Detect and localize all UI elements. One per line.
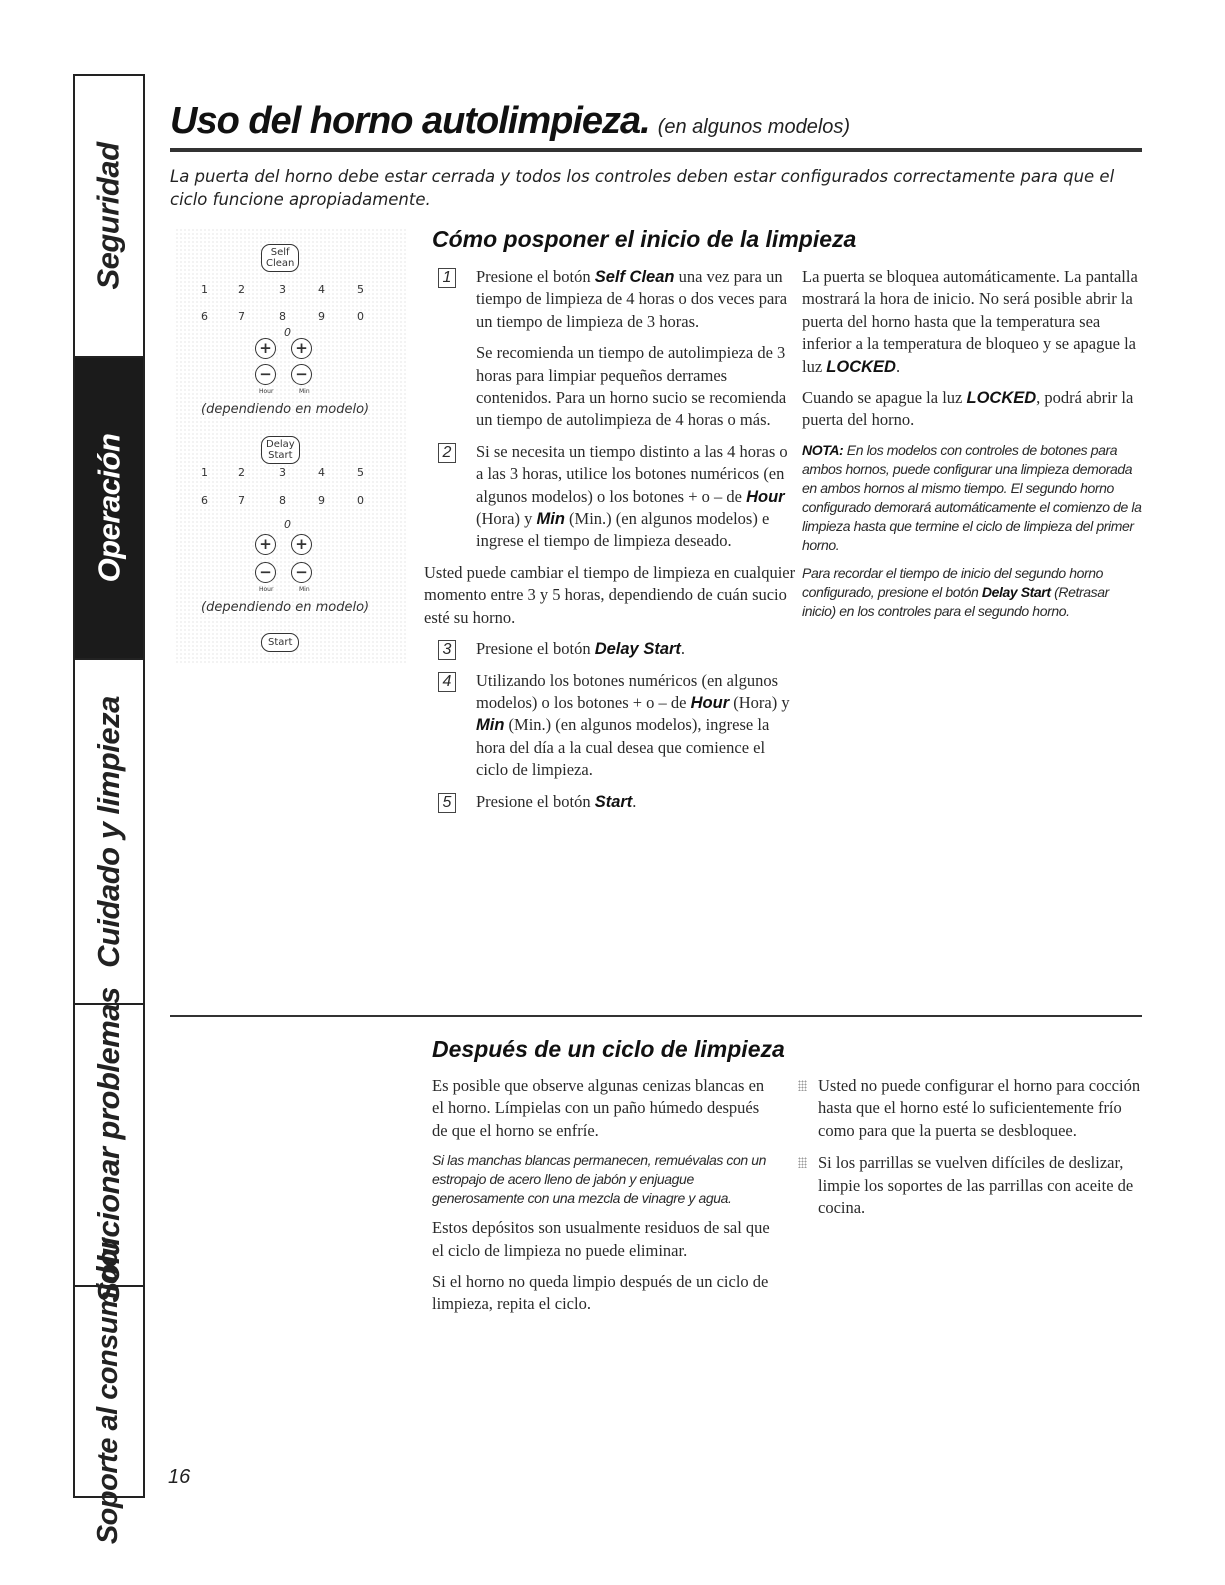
step-text: Presione el botón bbox=[476, 639, 595, 659]
list-item bbox=[798, 1152, 1143, 1219]
model-note: (dependiendo en modelo) bbox=[201, 402, 370, 417]
bullet-text: Usted no puede configurar el horno para cocción hasta que el horno esté lo suficientemente frío como para que la puerta se desbloquee. bbox=[818, 1076, 1141, 1140]
list-item bbox=[798, 1075, 1143, 1142]
self-clean-term: Self Clean bbox=[594, 268, 675, 286]
digit: 6 bbox=[201, 494, 208, 507]
digit: 7 bbox=[238, 494, 245, 507]
section-rule bbox=[170, 1015, 1142, 1017]
step-text: . bbox=[680, 639, 686, 659]
min-label: Min bbox=[299, 388, 310, 395]
digit: 8 bbox=[279, 494, 286, 507]
digit: 4 bbox=[318, 466, 325, 479]
note2-text: (Retrasar inicio) en los controles para el segundo horno. bbox=[802, 583, 1109, 619]
nota-label: NOTA: bbox=[802, 441, 844, 458]
tab-label: Solucionar problemas bbox=[91, 987, 127, 1303]
step-text: Presione el botón bbox=[476, 267, 595, 286]
step-recommendation: Se recomienda un tiempo de autolimpieza de 3 horas para limpiar pequeños derrames contenidos. Para un horno sucio se recomienda un tiempo de autolimpieza de 4 horas o más. bbox=[476, 343, 787, 430]
page-title: Uso del horno autolimpieza. bbox=[170, 100, 650, 142]
step-number: 2 bbox=[438, 443, 456, 463]
min-label: Min bbox=[299, 586, 310, 593]
zero-label: 0 bbox=[284, 518, 291, 531]
page-number: 16 bbox=[168, 1466, 191, 1488]
self-clean-button bbox=[261, 244, 299, 272]
step-text: Utilizando los botones numéricos (en algunos modelos) o los botones + o – de bbox=[476, 670, 778, 712]
lock-text: La puerta se bloquea automáticamente. La pantalla mostrará la hora de inicio. No será posible abrir la puerta del horno hasta que la temperatura sea inferior a la temperatura de bloqueo y se apague la luz bbox=[802, 267, 1138, 376]
delay-start-term: Delay Start bbox=[981, 583, 1051, 600]
tab-operacion[interactable] bbox=[75, 358, 143, 660]
digit: 0 bbox=[357, 310, 364, 323]
intro-text: La puerta del horno debe estar cerrada y todos los controles deben estar configurados correctamente para que el ciclo funcione apropiadamente. bbox=[170, 167, 1115, 209]
tab-soporte-al-consumidor[interactable] bbox=[75, 1238, 143, 1545]
start-term: Start bbox=[594, 792, 633, 811]
bullet-icon bbox=[798, 1080, 807, 1091]
step-3 bbox=[424, 638, 796, 660]
step-number: 5 bbox=[438, 793, 456, 813]
delay-start-button bbox=[261, 436, 300, 464]
bullet-icon bbox=[798, 1157, 807, 1168]
model-note: (dependiendo en modelo) bbox=[201, 600, 370, 615]
tab-cuidado-y-limpieza[interactable] bbox=[75, 660, 143, 1005]
control-panel-illustration bbox=[175, 228, 407, 664]
step-text: (Hora) y bbox=[729, 692, 790, 712]
tab-seguridad[interactable] bbox=[75, 76, 143, 358]
after-section-title: Después de un ciclo de limpieza bbox=[432, 1036, 785, 1062]
stain-note: Si las manchas blancas permanecen, remuévalas con un estropajo de acero lleno de jabón y enjuague generosamente con una mezcla de vinagre y agua. bbox=[432, 1152, 767, 1207]
step-text: . bbox=[632, 791, 637, 811]
minus-hour-icon: − bbox=[255, 364, 276, 385]
repeat-text: Si el horno no queda limpio después de un ciclo de limpieza, repita el ciclo. bbox=[432, 1272, 769, 1314]
minus-hour-icon: − bbox=[255, 562, 276, 583]
self-clean-label-2: Clean bbox=[266, 258, 295, 269]
minus-min-icon: − bbox=[291, 364, 312, 385]
header-rule bbox=[170, 148, 1142, 152]
tab-label: Cuidado y limpieza bbox=[91, 695, 126, 968]
self-clean-label-1: Self bbox=[270, 247, 290, 258]
delay-steps-column bbox=[424, 266, 796, 822]
digit: 5 bbox=[357, 466, 364, 479]
salt-text: Estos depósitos son usualmente residuos de sal que el ciclo de limpieza no puede eliminar. bbox=[432, 1218, 770, 1260]
step-text: una vez para un tiempo de limpieza de 4 horas o dos veces para un tiempo de limpieza de 3 horas. bbox=[476, 267, 788, 331]
after-left-column bbox=[432, 1075, 777, 1325]
step-number: 4 bbox=[438, 672, 456, 692]
unlock-text: Cuando se apague la luz bbox=[802, 388, 967, 408]
digit: 0 bbox=[357, 494, 364, 507]
digit: 4 bbox=[318, 283, 325, 296]
digit: 3 bbox=[279, 283, 286, 296]
change-time-text: Usted puede cambiar el tiempo de limpieza en cualquier momento entre 3 y 5 horas, dependiendo de cuán sucio esté su horno. bbox=[424, 562, 796, 627]
plus-hour-icon: + bbox=[255, 338, 276, 359]
plus-min-icon: + bbox=[291, 534, 312, 555]
nota-text: En los modelos con controles de botones para ambos hornos, puede configurar una limpieza demorada en ambos hornos al mismo tiempo. El segundo horno configurado demorará automáticamente el comienzo de la limpieza hasta que termine el ciclo de limpieza del primer horno. bbox=[802, 441, 1142, 553]
step-2 bbox=[424, 441, 796, 553]
digit: 5 bbox=[357, 283, 364, 296]
tab-label: Seguridad bbox=[91, 142, 126, 290]
minus-min-icon: − bbox=[291, 562, 312, 583]
after-right-column bbox=[798, 1075, 1143, 1229]
digit: 2 bbox=[238, 283, 245, 296]
step-1 bbox=[424, 266, 796, 432]
section-sidebar bbox=[73, 74, 145, 1545]
zero-label: 0 bbox=[284, 326, 291, 339]
plus-hour-icon: + bbox=[255, 534, 276, 555]
note2-text: Para recordar el tiempo de inicio del segundo horno configurado, presione el botón bbox=[802, 564, 1104, 600]
tab-label: Operación bbox=[91, 433, 127, 583]
step-text: (Min.) (en algunos modelos) e ingrese el tiempo de limpieza deseado. bbox=[476, 509, 770, 551]
hour-term: Hour bbox=[690, 693, 730, 712]
hour-term: Hour bbox=[746, 487, 785, 506]
delay-section-title: Cómo posponer el inicio de la limpieza bbox=[432, 226, 857, 252]
page-header bbox=[170, 100, 850, 143]
digit: 1 bbox=[201, 466, 208, 479]
step-text: (Min.) (en algunos modelos), ingrese la hora del día a la cual desea que comience el ciclo de limpieza. bbox=[476, 715, 770, 780]
digit: 6 bbox=[201, 310, 208, 323]
digit: 9 bbox=[318, 310, 325, 323]
hour-label: Hour bbox=[259, 586, 274, 593]
step-5 bbox=[424, 791, 796, 813]
page-subtitle: (en algunos modelos) bbox=[657, 116, 851, 138]
delay-start-label-1: Delay bbox=[266, 439, 295, 450]
digit: 8 bbox=[279, 310, 286, 323]
min-term: Min bbox=[476, 716, 505, 735]
plus-min-icon: + bbox=[291, 338, 312, 359]
locked-term: LOCKED bbox=[826, 357, 896, 376]
digit: 7 bbox=[238, 310, 245, 323]
delay-right-column bbox=[802, 266, 1142, 630]
step-text: Presione el botón bbox=[476, 791, 595, 811]
lock-text: . bbox=[895, 356, 901, 376]
locked-term: LOCKED bbox=[966, 389, 1037, 408]
step-text: (Hora) y bbox=[476, 509, 537, 529]
digit: 1 bbox=[201, 283, 208, 296]
digit: 2 bbox=[238, 466, 245, 479]
step-4 bbox=[424, 670, 796, 782]
hour-label: Hour bbox=[259, 388, 274, 395]
step-text: Si se necesita un tiempo distinto a las 4 horas o a las 3 horas, utilice los botones numéricos (en algunos modelos) o los botones + o – de bbox=[476, 441, 788, 506]
start-button: Start bbox=[261, 633, 299, 652]
digit: 9 bbox=[318, 494, 325, 507]
digit: 3 bbox=[279, 466, 286, 479]
step-number: 3 bbox=[438, 640, 456, 660]
ash-text: Es posible que observe algunas cenizas blancas en el horno. Límpielas con un paño húmedo después de que el horno se enfríe. bbox=[432, 1076, 765, 1140]
step-number: 1 bbox=[438, 268, 456, 288]
unlock-text: , podrá abrir la puerta del horno. bbox=[802, 388, 1134, 430]
bullet-text: Si los parrillas se vuelven difíciles de deslizar, limpie los soportes de las parrillas con aceite de cocina. bbox=[818, 1153, 1134, 1218]
tab-label: Soporte al consumidor bbox=[92, 1238, 125, 1545]
delay-start-term: Delay Start bbox=[594, 640, 681, 659]
delay-start-label-2: Start bbox=[268, 450, 293, 461]
min-term: Min bbox=[536, 510, 565, 529]
